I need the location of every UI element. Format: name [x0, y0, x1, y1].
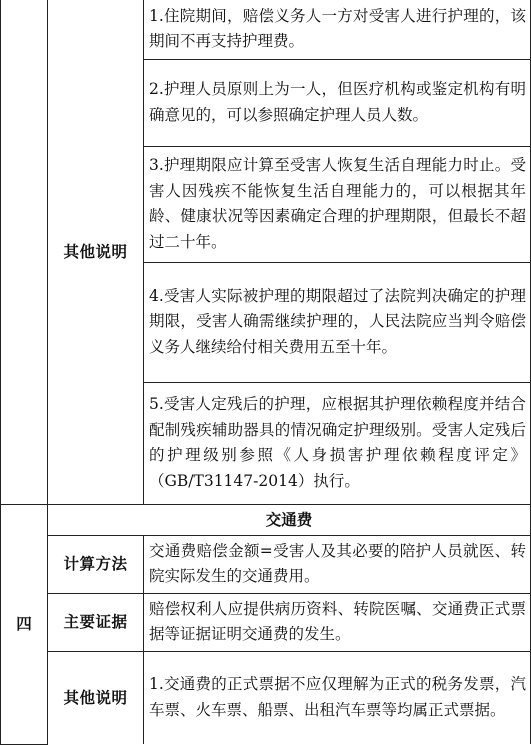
section-title: 交通费	[265, 509, 313, 529]
list-item: 2.护理人员原则上为一人，但医疗机构或鉴定机构有明确意见的，可以参照确定护理人员人数。	[144, 59, 531, 146]
category-cell	[48, 535, 144, 593]
category-label: 其他说明	[63, 242, 128, 261]
list-item: 1.住院期间，赔偿义务人一方对受害人进行护理的，该期间不再支持护理费。	[144, 0, 531, 59]
table-row	[1, 593, 531, 651]
section-number-cell	[1, 504, 48, 744]
list-item: 5.受害人定残后的护理，应根据其护理依赖程度并结合配制残疾辅助器具的情况确定护理级别。受害人定残后的护理级别参照《人身损害护理依赖程度评定》（GB/T31147-2014）执行。	[144, 382, 531, 504]
section-number-cell-empty	[1, 0, 48, 504]
category-cell	[48, 0, 144, 504]
category-cell	[48, 651, 144, 744]
row-text-cell: 交通费赔偿金额=受害人及其必要的陪护人员就医、转院实际发生的交通费用。	[144, 535, 531, 593]
table-row	[1, 0, 531, 59]
section-number: 四	[16, 614, 32, 634]
section-title-cell	[48, 504, 531, 535]
row-text-cell: 1.交通费的正式票据不应仅理解为正式的税务发票，汽车票、火车票、船票、出租汽车票等均属正式票据。	[144, 651, 531, 744]
table-row	[1, 651, 531, 744]
list-item: 3.护理期限应计算至受害人恢复生活自理能力时止。受害人因残疾不能恢复生活自理能力的，可以根据其年龄、健康状况等因素确定合理的护理期限，但最长不超过二十年。	[144, 146, 531, 262]
table-row	[1, 535, 531, 593]
category-cell	[48, 593, 144, 651]
row-text-cell: 赔偿权利人应提供病历资料、转院医嘱、交通费正式票据等证据证明交通费的发生。	[144, 593, 531, 651]
category-label: 计算方法	[63, 554, 128, 574]
category-label: 其他说明	[63, 688, 128, 707]
list-item: 4.受害人实际被护理的期限超过了法院判决确定的护理期限，受害人确需继续护理的，人民法院应当判令赔偿义务人继续给付相关费用五至十年。	[144, 262, 531, 382]
category-label: 主要证据	[63, 612, 128, 632]
table-row	[1, 504, 531, 535]
